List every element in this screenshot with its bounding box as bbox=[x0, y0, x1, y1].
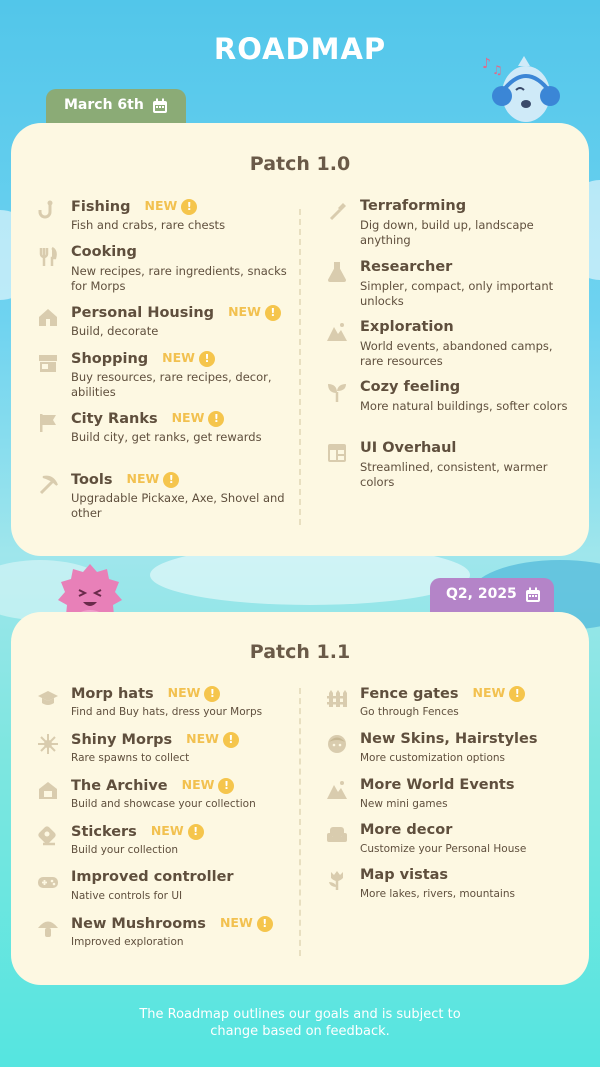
item-description: Rare spawns to collect bbox=[71, 752, 190, 764]
new-exclamation-icon: ! bbox=[257, 916, 273, 932]
svg-text:♪: ♪ bbox=[482, 56, 491, 72]
new-badge: NEW bbox=[144, 198, 178, 213]
item-title: City Ranks bbox=[71, 411, 158, 427]
item-description: More lakes, rivers, mountains bbox=[360, 888, 515, 900]
item-title: Improved controller bbox=[71, 869, 234, 885]
item-title: The Archive bbox=[71, 778, 168, 794]
face-icon bbox=[326, 733, 348, 755]
item-description: Customize your Personal House bbox=[360, 843, 527, 855]
house-icon bbox=[37, 306, 59, 328]
item-description: Streamlined, consistent, warmer colors bbox=[360, 460, 548, 489]
patch1-card bbox=[11, 123, 589, 556]
calendar-icon bbox=[152, 98, 168, 114]
item-description: Build, decorate bbox=[71, 324, 159, 338]
item-description: Simpler, compact, only important unlocks bbox=[360, 279, 554, 308]
new-exclamation-icon: ! bbox=[163, 472, 179, 488]
item-description: Build your collection bbox=[71, 844, 179, 856]
footer-note: The Roadmap outlines our goals and is subject to change based on feedback. bbox=[139, 1007, 461, 1039]
patch2-date-label: Q2, 2025 bbox=[446, 586, 517, 602]
item-description: Buy resources, rare recipes, decor, abilities bbox=[71, 370, 272, 399]
item-title: New Mushrooms bbox=[71, 916, 206, 932]
graduation-cap-icon bbox=[37, 687, 59, 709]
mushroom-icon bbox=[37, 917, 59, 939]
tulip-icon bbox=[326, 869, 348, 891]
svg-text:♫: ♫ bbox=[492, 63, 503, 77]
new-badge: NEW bbox=[167, 685, 201, 700]
item-title: Tools bbox=[71, 472, 113, 488]
item-description: New recipes, rare ingredients, snacks for Morps bbox=[71, 264, 287, 293]
new-badge: NEW bbox=[181, 777, 215, 792]
item-title: Cooking bbox=[71, 244, 137, 260]
sparkle-icon bbox=[37, 733, 59, 755]
item-title: More World Events bbox=[360, 777, 515, 793]
armchair-icon bbox=[326, 824, 348, 846]
new-exclamation-icon: ! bbox=[181, 199, 197, 215]
item-title: Personal Housing bbox=[71, 305, 215, 321]
column-divider bbox=[299, 688, 301, 956]
page-title: ROADMAP bbox=[213, 32, 387, 66]
new-badge: NEW bbox=[162, 350, 195, 365]
sprout-icon bbox=[326, 381, 348, 403]
item-title: Shopping bbox=[71, 351, 149, 367]
mountain-icon bbox=[326, 779, 348, 801]
item-description: Improved exploration bbox=[71, 936, 184, 948]
fishing-hook-icon bbox=[37, 200, 59, 222]
new-exclamation-icon: ! bbox=[509, 686, 525, 702]
item-description: More natural buildings, softer colors bbox=[360, 399, 568, 413]
item-title: Exploration bbox=[360, 319, 454, 335]
patch1-title: Patch 1.0 bbox=[249, 153, 351, 175]
new-exclamation-icon: ! bbox=[208, 411, 224, 427]
item-title: More decor bbox=[360, 822, 453, 838]
item-description: Upgradable Pickaxe, Axe, Shovel and other bbox=[71, 491, 285, 520]
new-exclamation-icon: ! bbox=[218, 778, 234, 794]
new-exclamation-icon: ! bbox=[188, 824, 204, 840]
item-description: World events, abandoned camps, rare resources bbox=[360, 339, 553, 368]
layout-icon bbox=[326, 442, 348, 464]
new-exclamation-icon: ! bbox=[204, 686, 220, 702]
column-divider bbox=[299, 209, 301, 525]
archive-icon bbox=[37, 779, 59, 801]
fence-icon bbox=[326, 687, 348, 709]
item-description: Build and showcase your collection bbox=[71, 798, 256, 810]
mountain-icon bbox=[326, 321, 348, 343]
patch2-card bbox=[11, 612, 589, 985]
calendar-icon bbox=[525, 587, 541, 603]
new-badge: NEW bbox=[219, 915, 253, 930]
item-title: Fence gates bbox=[360, 686, 459, 702]
new-badge: NEW bbox=[126, 471, 160, 486]
patch1-date-label: March 6th bbox=[64, 97, 144, 113]
new-exclamation-icon: ! bbox=[199, 351, 215, 367]
item-description: Build city, get ranks, get rewards bbox=[71, 430, 262, 444]
fork-knife-icon bbox=[37, 246, 59, 268]
item-title: Researcher bbox=[360, 259, 453, 275]
item-description: Native controls for UI bbox=[71, 890, 183, 902]
item-description: Go through Fences bbox=[360, 706, 459, 718]
shovel-icon bbox=[326, 200, 348, 222]
new-exclamation-icon: ! bbox=[265, 305, 281, 321]
new-badge: NEW bbox=[186, 731, 219, 746]
flask-icon bbox=[326, 261, 348, 283]
item-title: Morp hats bbox=[71, 686, 154, 702]
sticker-icon bbox=[37, 825, 59, 847]
item-title: Terraforming bbox=[360, 198, 467, 214]
blue-morp-mascot bbox=[478, 50, 568, 130]
item-title: Map vistas bbox=[360, 867, 449, 883]
item-description: More customization options bbox=[360, 752, 506, 764]
item-description: Dig down, build up, landscape anything bbox=[360, 218, 534, 247]
patch2-title: Patch 1.1 bbox=[249, 641, 351, 663]
new-exclamation-icon: ! bbox=[223, 732, 239, 748]
item-title: Fishing bbox=[71, 199, 131, 215]
item-title: New Skins, Hairstyles bbox=[360, 731, 538, 747]
shop-icon bbox=[37, 352, 59, 374]
new-badge: NEW bbox=[171, 410, 205, 425]
pickaxe-icon bbox=[37, 473, 59, 495]
gamepad-icon bbox=[37, 871, 59, 893]
flag-icon bbox=[37, 412, 59, 434]
item-title: Stickers bbox=[71, 824, 137, 840]
item-title: Cozy feeling bbox=[360, 379, 461, 395]
item-description: Find and Buy hats, dress your Morps bbox=[71, 706, 263, 718]
item-description: New mini games bbox=[360, 798, 448, 810]
item-description: Fish and crabs, rare chests bbox=[71, 218, 226, 232]
new-badge: NEW bbox=[472, 685, 506, 700]
item-title: Shiny Morps bbox=[71, 732, 173, 748]
item-title: UI Overhaul bbox=[360, 440, 457, 456]
new-badge: NEW bbox=[228, 304, 261, 319]
new-badge: NEW bbox=[150, 823, 184, 838]
